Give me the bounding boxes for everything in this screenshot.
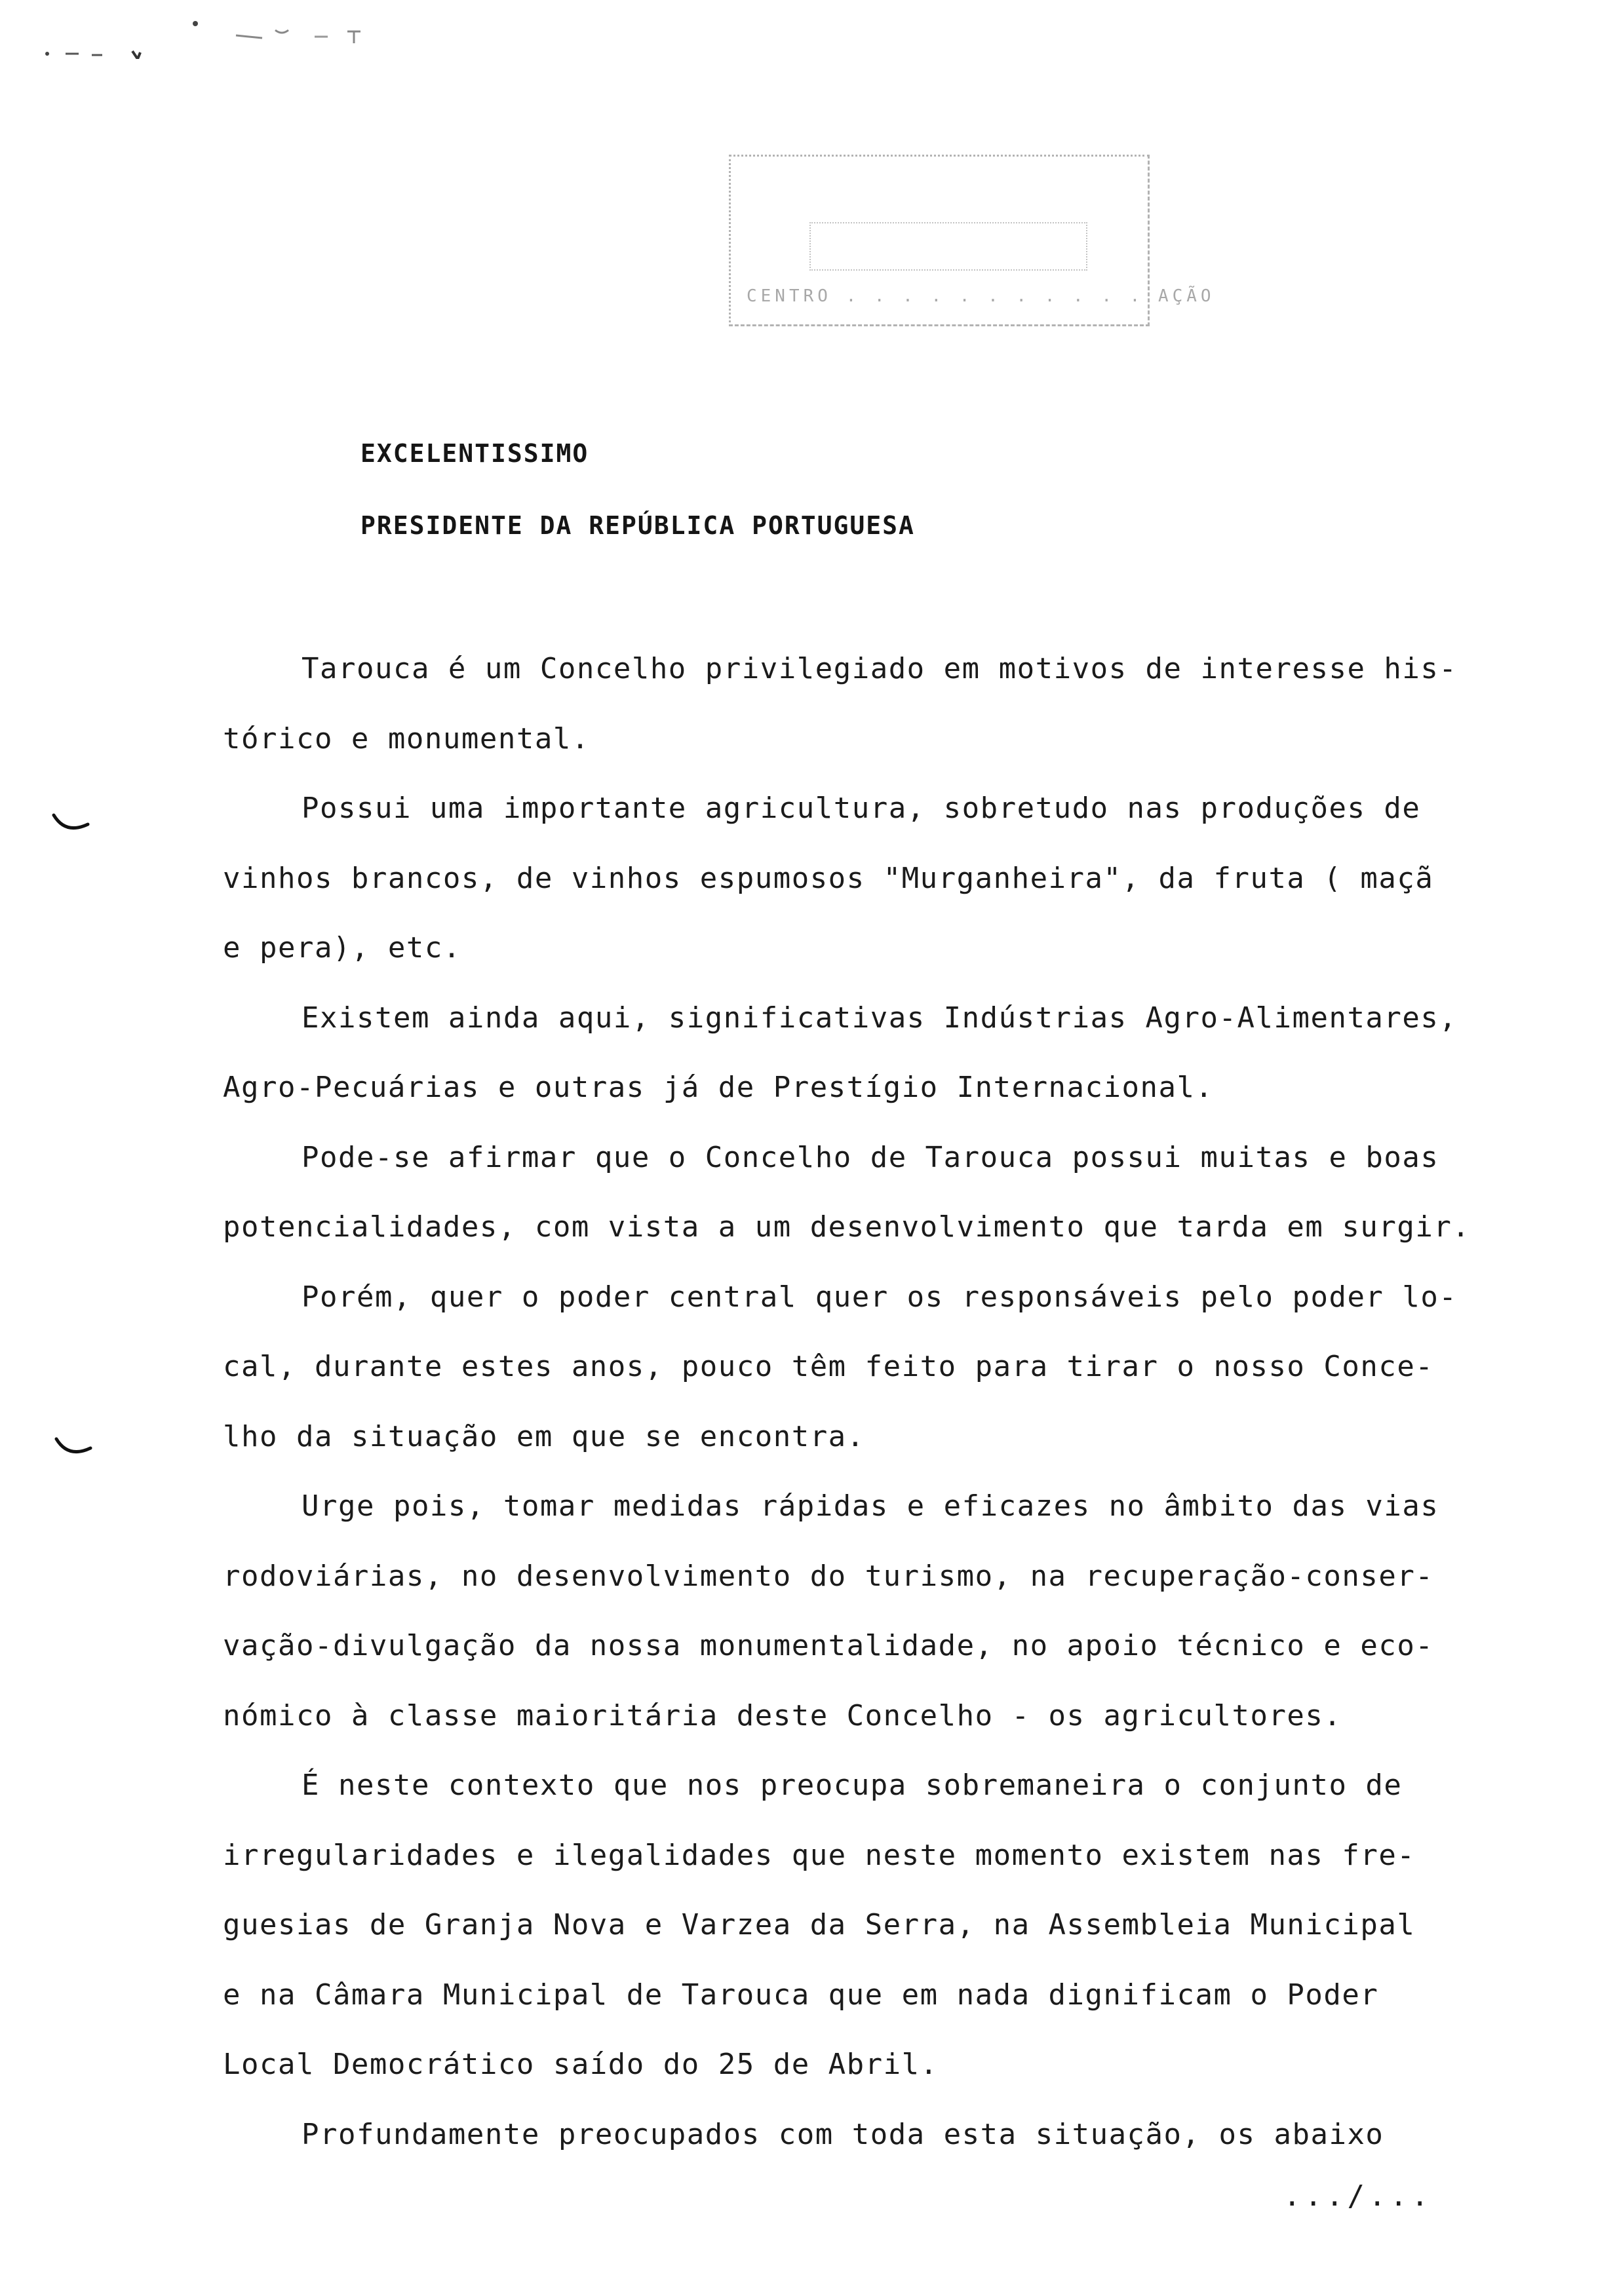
punch-hole-mark-upper [51, 811, 90, 837]
body-line: e na Câmara Municipal de Tarouca que em nada dignificam o Poder [223, 1978, 1379, 2012]
salutation-line-1: EXCELENTISSIMO [360, 439, 589, 468]
letter-body [223, 634, 1560, 2170]
body-line: potencialidades, com vista a um desenvolvimento que tarda em surgir. [223, 1210, 1471, 1244]
continuation-mark: .../... [1283, 2179, 1433, 2213]
body-line: Profundamente preocupados com toda esta situação, os abaixo [302, 2117, 1384, 2151]
scan-specks [39, 13, 406, 59]
body-line: cal, durante estes anos, pouco têm feito para tirar o nosso Conce- [223, 1350, 1434, 1383]
body-line: irregularidades e ilegalidades que neste momento existem nas fre- [223, 1838, 1416, 1872]
salutation-line-2: PRESIDENTE DA REPÚBLICA PORTUGUESA [360, 511, 915, 540]
body-line: Local Democrático saído do 25 de Abril. [223, 2048, 939, 2081]
body-line: vação-divulgação da nossa monumentalidade, no apoio técnico e eco- [223, 1629, 1434, 1662]
body-line: guesias de Granja Nova e Varzea da Serra, na Assembleia Municipal [223, 1908, 1416, 1942]
body-line: rodoviárias, no desenvolvimento do turismo, na recuperação-conser- [223, 1559, 1434, 1593]
archive-stamp-inner-box [809, 222, 1087, 271]
archive-stamp-faded-text: CENTRO . . . . . . . . . . . AÇÃO [747, 286, 1215, 306]
body-line: nómico à classe maioritária deste Concelho - os agricultores. [223, 1698, 1342, 1732]
body-line: Porém, quer o poder central quer os responsáveis pelo poder lo- [302, 1280, 1458, 1314]
body-line: Existem ainda aqui, significativas Indústrias Agro-Alimentares, [302, 1001, 1458, 1035]
body-line: Urge pois, tomar medidas rápidas e eficazes no âmbito das vias [302, 1489, 1439, 1523]
body-line: tórico e monumental. [223, 721, 590, 756]
archive-stamp [729, 155, 1215, 326]
body-line: Pode-se afirmar que o Concelho de Tarouca possui muitas e boas [302, 1140, 1439, 1174]
punch-hole-mark-lower [54, 1435, 93, 1461]
body-line: vinhos brancos, de vinhos espumosos "Murganheira", da fruta ( maçã [223, 861, 1434, 895]
body-line: lho da situação em que se encontra. [223, 1419, 865, 1453]
body-line: Tarouca é um Concelho privilegiado em motivos de interesse his- [302, 652, 1458, 685]
body-line: e pera), etc. [223, 931, 461, 965]
body-line: Agro-Pecuárias e outras já de Prestígio Internacional. [223, 1071, 1214, 1104]
body-line: Possui uma importante agricultura, sobretudo nas produções de [302, 792, 1421, 825]
body-line: É neste contexto que nos preocupa sobremaneira o conjunto de [302, 1769, 1403, 1802]
